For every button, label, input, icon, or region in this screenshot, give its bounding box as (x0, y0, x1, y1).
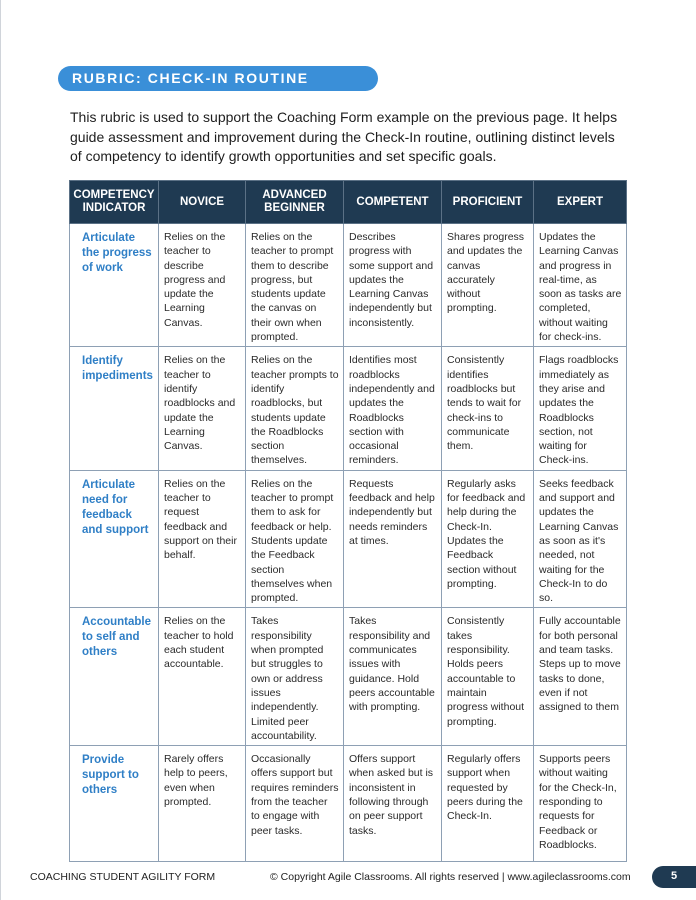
novice-cell: Relies on the teacher to identify roadblocks and update the Learning Canvas. (159, 347, 246, 470)
header-novice: NOVICE (159, 181, 246, 224)
table-row (70, 224, 627, 347)
expert-cell: Flags roadblocks immediately as they arise and updates the Roadblocks section, not waiting for Check-ins. (534, 347, 627, 470)
header-row (70, 181, 627, 224)
footer-copyright: © Copyright Agile Classrooms. All rights reserved | www.agileclassrooms.com (270, 871, 631, 883)
proficient-cell: Consistently identifies roadblocks but tends to wait for check-ins to communicate them. (442, 347, 534, 470)
novice-cell: Rarely offers help to peers, even when prompted. (159, 746, 246, 862)
competent-cell: Describes progress with some support and updates the Learning Canvas independently but inconsistently. (344, 224, 442, 347)
page-number: 5 (652, 866, 696, 888)
expert-cell: Fully accountable for both personal and team tasks. Steps up to move tasks to done, even if not assigned to them (534, 608, 627, 746)
proficient-cell: Shares progress and updates the canvas accurately without prompting. (442, 224, 534, 347)
indicator-cell: Provide support to others (70, 746, 159, 862)
proficient-cell: Regularly offers support when requested by peers during the Check-In. (442, 746, 534, 862)
expert-cell: Supports peers without waiting for the Check-In, responding to requests for Feedback or Roadblocks. (534, 746, 627, 862)
competent-cell: Identifies most roadblocks independently and updates the Roadblocks section with occasional reminders. (344, 347, 442, 470)
expert-cell: Updates the Learning Canvas and progress in real-time, as soon as tasks are completed, without waiting for check-ins. (534, 224, 627, 347)
novice-cell: Relies on the teacher to describe progress and update the Learning Canvas. (159, 224, 246, 347)
competent-cell: Offers support when asked but is inconsistent in following through on peer support tasks. (344, 746, 442, 862)
indicator-cell: Articulate need for feedback and support (70, 470, 159, 608)
proficient-cell: Consistently takes responsibility. Holds peers accountable to maintain progress without prompting. (442, 608, 534, 746)
advanced-beginner-cell: Relies on the teacher to prompt them to describe progress, but students update the canvas on their own when prompted. (246, 224, 344, 347)
table-row (70, 470, 627, 608)
advanced-beginner-cell: Relies on the teacher to prompt them to ask for feedback or help. Students update the Feedback section themselves when prompted. (246, 470, 344, 608)
header-competency-indicator: COMPETENCY INDICATOR (70, 181, 159, 224)
indicator-cell: Articulate the progress of work (70, 224, 159, 347)
table-row (70, 347, 627, 470)
section-title: RUBRIC: CHECK-IN ROUTINE (58, 66, 378, 91)
novice-cell: Relies on the teacher to hold each student accountable. (159, 608, 246, 746)
advanced-beginner-cell: Takes responsibility when prompted but struggles to own or address issues independently. Limited peer accountability. (246, 608, 344, 746)
advanced-beginner-cell: Relies on the teacher prompts to identify roadblocks, but students update the Roadblocks section themselves. (246, 347, 344, 470)
indicator-cell: Identify impediments (70, 347, 159, 470)
header-proficient: PROFICIENT (442, 181, 534, 224)
footer-form-title: COACHING STUDENT AGILITY FORM (30, 871, 216, 883)
competent-cell: Takes responsibility and communicates issues with guidance. Hold peers accountable with prompting. (344, 608, 442, 746)
advanced-beginner-cell: Occasionally offers support but requires reminders from the teacher to engage with peer tasks. (246, 746, 344, 862)
rubric-table (69, 180, 627, 862)
indicator-cell: Accountable to self and others (70, 608, 159, 746)
table-row (70, 608, 627, 746)
header-expert: EXPERT (534, 181, 627, 224)
proficient-cell: Regularly asks for feedback and help during the Check-In. Updates the Feedback section without prompting. (442, 470, 534, 608)
header-advanced-beginner: ADVANCED BEGINNER (246, 181, 344, 224)
expert-cell: Seeks feedback and support and updates the Learning Canvas as soon as it's needed, not waiting for the Check-In to do so. (534, 470, 627, 608)
header-competent: COMPETENT (344, 181, 442, 224)
table-row (70, 746, 627, 862)
competent-cell: Requests feedback and help independently but needs reminders at times. (344, 470, 442, 608)
page-edge-rule (0, 0, 1, 900)
novice-cell: Relies on the teacher to request feedback and support on their behalf. (159, 470, 246, 608)
intro-paragraph: This rubric is used to support the Coaching Form example on the previous page. It helps guide assessment and improvement during the Check-In routine, outlining distinct levels of competency to identify growth opportunities and set specific goals. (70, 109, 618, 164)
